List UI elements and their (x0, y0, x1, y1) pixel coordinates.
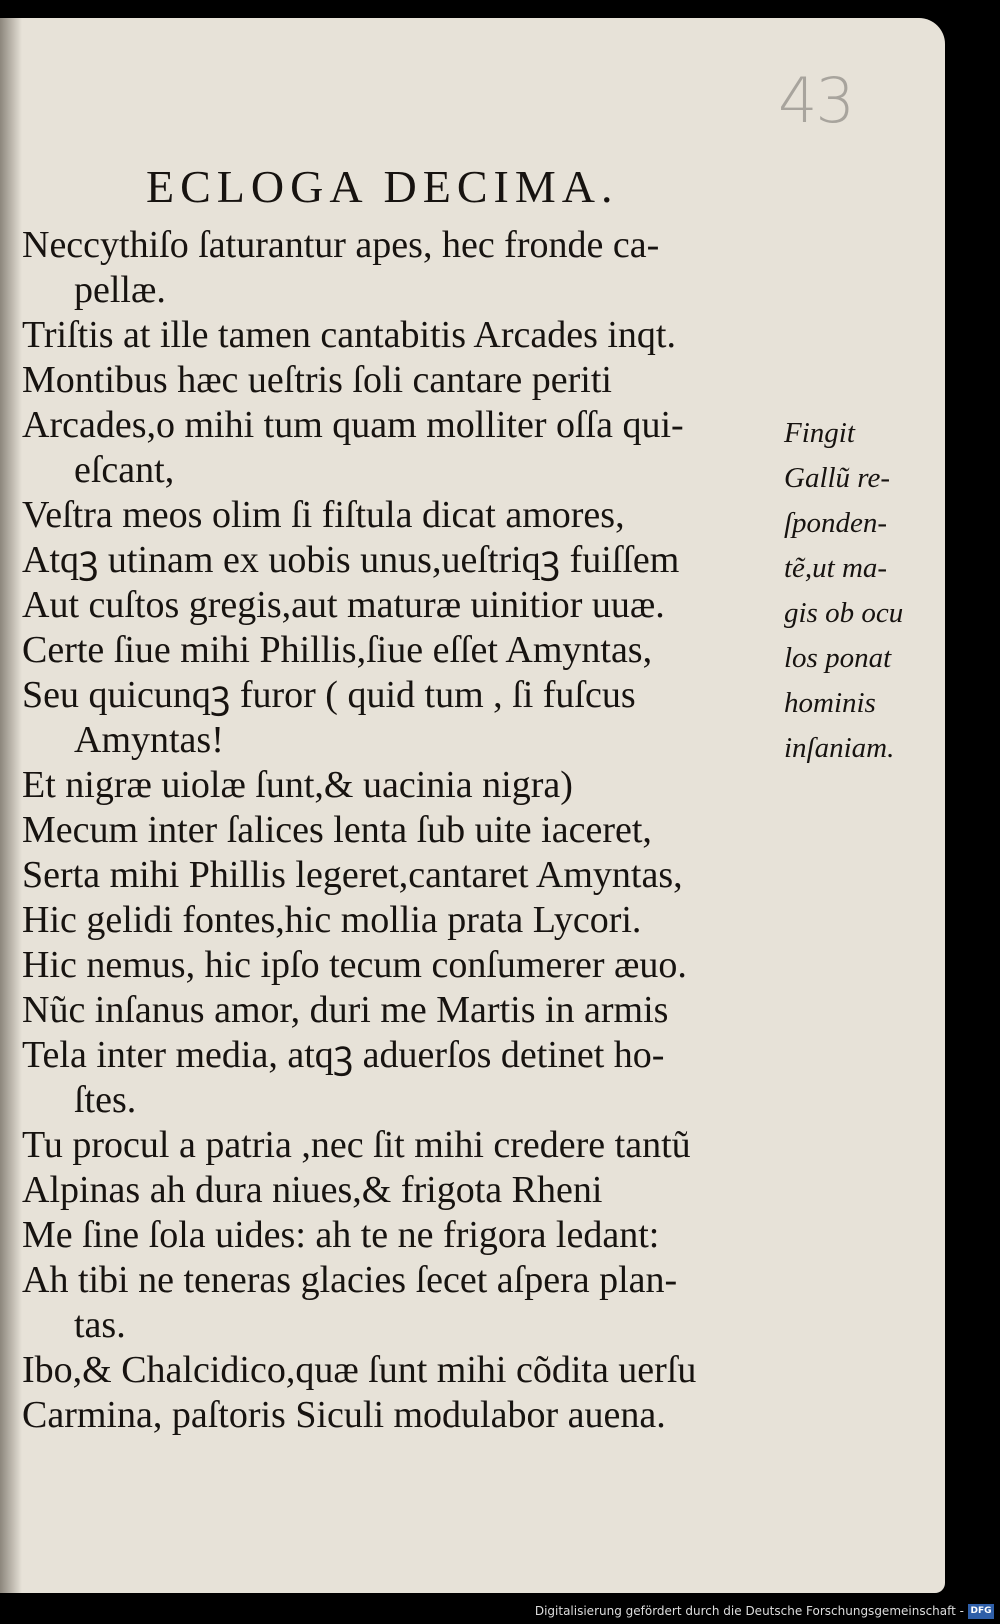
gloss-line: Gallũ re- (784, 462, 891, 494)
verse-line: Aut cuſtos gregis,aut maturæ uinitior uuæ. (22, 584, 665, 626)
marginal-gloss (784, 411, 934, 771)
verse-line: Seu quicunqꝫ furor ( quid tum , ſi fuſcus (22, 674, 636, 716)
verse-line: Atqꝫ utinam ex uobis unus,ueſtriqꝫ fuiſſem (22, 539, 680, 581)
verse-line: Alpinas ah dura niues,& frigota Rheni (22, 1169, 603, 1211)
verse-line: Mecum inter ſalices lenta ſub uite iaceret, (22, 809, 652, 851)
dfg-logo: DFG (968, 1604, 994, 1619)
verse-line: Veſtra meos olim ſi fiſtula dicat amores, (22, 494, 625, 536)
verse-line: Certe ſiue mihi Phillis,ſiue eſſet Amyntas, (22, 629, 653, 671)
verse-line: Me ſine ſola uides: ah te ne frigora ledant: (22, 1214, 660, 1256)
verse-line: Triſtis at ille tamen cantabitis Arcades inqt. (22, 314, 676, 356)
verse-line: Tu procul a patria ,nec ſit mihi credere tantũ (22, 1124, 691, 1166)
gloss-line: Fingit (784, 417, 855, 449)
verse-line: Amyntas! (74, 719, 224, 761)
verse-block (22, 223, 802, 1438)
gloss-line: hominis (784, 687, 876, 719)
verse-line: Montibus hæc ueſtris ſoli cantare periti (22, 359, 612, 401)
gloss-line: tẽ,ut ma- (784, 552, 888, 584)
gloss-line: gis ob ocu (784, 597, 904, 629)
verse-line: pellæ. (74, 269, 166, 311)
verse-line: Ibo,& Chalcidico,quæ ſunt mihi cõdita uerſu (22, 1349, 697, 1391)
digitization-credit: Digitalisierung gefördert durch die Deutsche Forschungsgemeinschaft - (534, 1604, 964, 1618)
book-page (0, 18, 945, 1593)
folio-number: 43 (778, 64, 853, 137)
verse-line: ſtes. (74, 1079, 137, 1121)
verse-line: Ah tibi ne teneras glacies ſecet aſpera plan- (22, 1259, 678, 1301)
verse-line: Arcades,o mihi tum quam molliter oſſa qui- (22, 404, 684, 446)
page-gutter-shadow (0, 18, 22, 1593)
gloss-line: los ponat (784, 642, 892, 674)
verse-line: Hic gelidi fontes,hic mollia prata Lycori. (22, 899, 642, 941)
verse-line: Serta mihi Phillis legeret,cantaret Amyntas, (22, 854, 683, 896)
gloss-line: ſponden- (784, 507, 888, 539)
verse-line: Tela inter media, atqꝫ aduerſos detinet ho- (22, 1034, 665, 1076)
verse-line: Hic nemus, hic ipſo tecum conſumerer æuo. (22, 944, 687, 986)
gloss-line: inſaniam. (784, 732, 895, 764)
verse-line: Et nigræ uiolæ ſunt,& uacinia nigra) (22, 764, 573, 806)
page-heading: ECLOGA DECIMA. (146, 161, 619, 212)
verse-line: tas. (74, 1304, 126, 1346)
verse-line: Neccythiſo ſaturantur apes, hec fronde ca- (22, 224, 660, 266)
verse-line: eſcant, (74, 449, 175, 491)
verse-line: Nũc inſanus amor, duri me Martis in armis (22, 989, 669, 1031)
verse-line: Carmina, paſtoris Siculi modulabor auena. (22, 1394, 666, 1436)
